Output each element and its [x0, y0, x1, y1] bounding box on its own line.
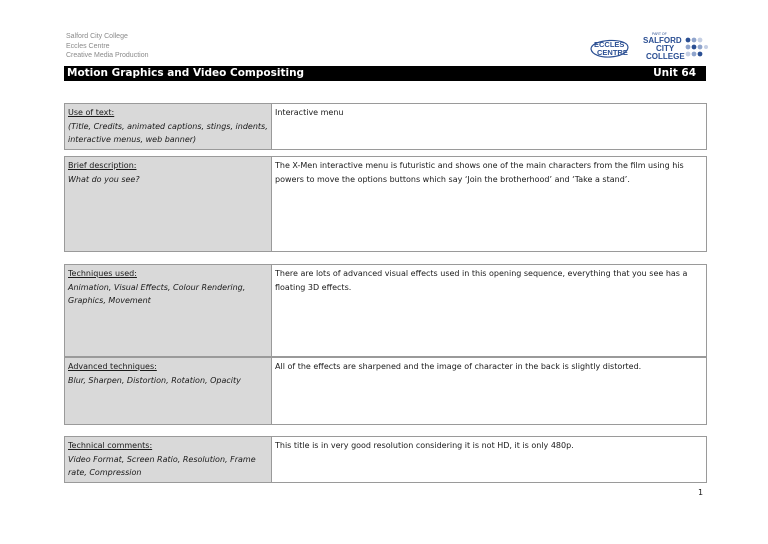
eccles-centre-logo [588, 36, 630, 62]
row-subheading: Blur, Sharpen, Distortion, Rotation, Opacity [68, 375, 241, 385]
row-heading: Use of text: [68, 108, 115, 117]
logo-eccles-line2: CENTRE [597, 48, 628, 57]
logo-dots [686, 38, 708, 57]
row-subheading: Video Format, Screen Ratio, Resolution, Frame rate, Compression [68, 454, 256, 477]
logo-salford-line2: SALFORD [643, 36, 682, 45]
row-heading: Techniques used: [68, 269, 137, 278]
unit-number: Unit 64 [653, 67, 696, 79]
row-heading: Advanced techniques: [68, 362, 157, 371]
row-label [65, 437, 272, 483]
row-value: This title is in very good resolution considering it is not HD, it is only 480p. [272, 437, 707, 483]
row-subheading: (Title, Credits, animated captions, stings, indents, interactive menus, web banner) [68, 121, 268, 144]
row-value: The X-Men interactive menu is futuristic and shows one of the main characters from the film using his powers to move the options buttons which say ‘Join the brotherhood’ and ‘Take a stand’. [272, 157, 707, 252]
use-of-text-row [64, 103, 707, 150]
technical-comments-row [64, 436, 707, 483]
row-value: All of the effects are sharpened and the image of character in the back is slightly distorted. [272, 358, 707, 425]
department-name: Creative Media Production [66, 52, 149, 59]
advanced-techniques-row [64, 357, 707, 425]
row-heading: Brief description: [68, 161, 137, 170]
document-title-bar [64, 66, 706, 81]
college-info [66, 32, 149, 61]
centre-name: Eccles Centre [66, 42, 110, 50]
college-name: Salford City College [66, 33, 128, 40]
row-label [65, 157, 272, 252]
row-subheading: What do you see? [68, 174, 140, 184]
brief-description-row [64, 156, 707, 252]
salford-city-college-logo [642, 30, 708, 64]
logo-salford-line1: PART OF [652, 32, 667, 36]
row-label [65, 265, 272, 357]
techniques-used-row [64, 264, 707, 357]
logo-salford-line4: COLLEGE [646, 52, 685, 61]
row-value: There are lots of advanced visual effects used in this opening sequence, everything that you see has a floating 3D effects. [272, 265, 707, 357]
row-label [65, 358, 272, 425]
document-title: Motion Graphics and Video Compositing [67, 67, 305, 79]
row-value: Interactive menu [272, 104, 707, 150]
logo-salford-line3: CITY [656, 44, 675, 53]
logo-eccles-line1: ECCLES [594, 40, 625, 49]
row-subheading: Animation, Visual Effects, Colour Rendering, Graphics, Movement [68, 282, 246, 305]
page-number: 1 [698, 488, 704, 497]
row-heading: Technical comments: [68, 441, 153, 450]
row-label [65, 104, 272, 150]
